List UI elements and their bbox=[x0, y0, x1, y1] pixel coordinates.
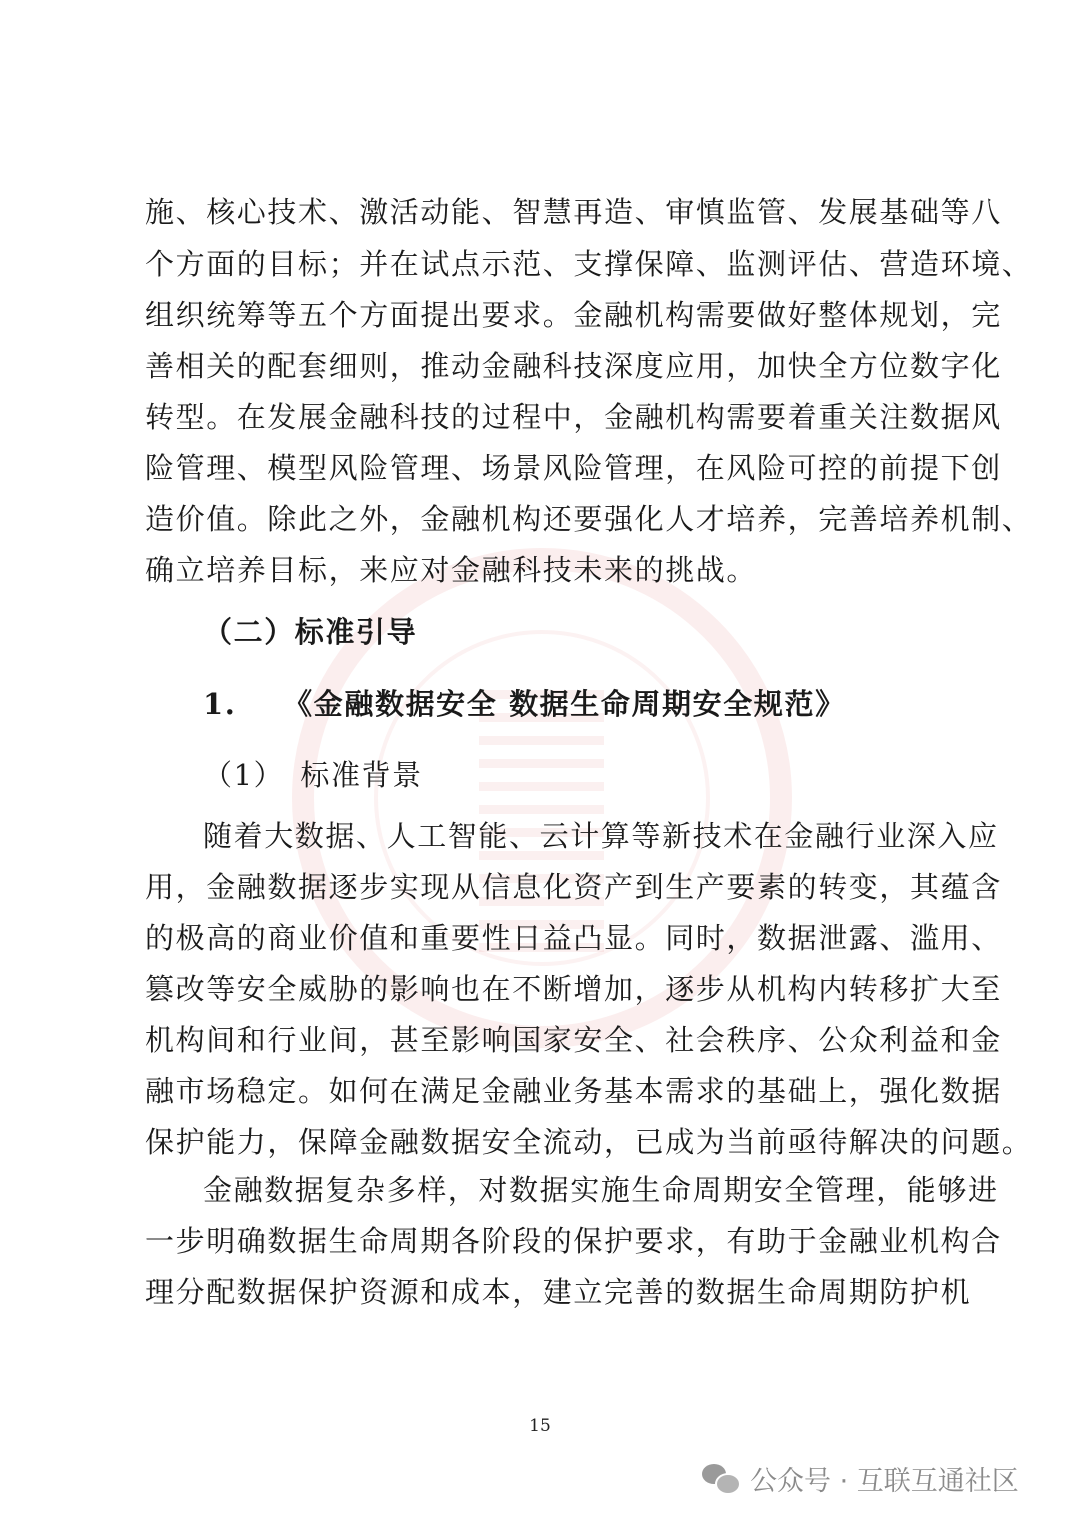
body-line: 造价值。除此之外，金融机构还要强化人才培养，完善培养机制、 bbox=[145, 502, 1033, 536]
page-number: 15 bbox=[529, 1416, 551, 1436]
footer-account-name: 公众号 · 互联互通社区 bbox=[750, 1465, 1019, 1497]
body-line: 组织统筹等五个方面提出要求。金融机构需要做好整体规划，完 bbox=[145, 298, 1002, 332]
body-line: 随着大数据、人工智能、云计算等新技术在金融行业深入应 bbox=[203, 819, 999, 853]
body-line: 险管理、模型风险管理、场景风险管理，在风险可控的前提下创 bbox=[145, 451, 1002, 485]
body-line: 篡改等安全威胁的影响也在不断增加，逐步从机构内转移扩大至 bbox=[145, 972, 1002, 1006]
body-line: 确立培养目标，来应对金融科技未来的挑战。 bbox=[145, 553, 758, 587]
body-line: 转型。在发展金融科技的过程中，金融机构需要着重关注数据风 bbox=[145, 400, 1002, 434]
body-line: 融市场稳定。如何在满足金融业务基本需求的基础上，强化数据 bbox=[145, 1074, 1002, 1108]
sub-heading: （1） 标准背景 bbox=[203, 758, 423, 792]
body-line: 保护能力，保障金融数据安全流动，已成为当前亟待解决的问题。 bbox=[145, 1125, 1033, 1159]
body-line: 用，金融数据逐步实现从信息化资产到生产要素的转变，其蕴含 bbox=[145, 870, 1002, 904]
body-line: 机构间和行业间，甚至影响国家安全、社会秩序、公众利益和金 bbox=[145, 1023, 1002, 1057]
body-line: 施、核心技术、激活动能、智慧再造、审慎监管、发展基础等八 bbox=[145, 195, 1002, 229]
body-line: 一步明确数据生命周期各阶段的保护要求，有助于金融业机构合 bbox=[145, 1224, 1002, 1258]
body-line: 的极高的商业价值和重要性日益凸显。同时，数据泄露、滥用、 bbox=[145, 921, 1002, 955]
section-heading: （二）标准引导 bbox=[203, 615, 418, 649]
body-line: 金融数据复杂多样，对数据实施生命周期安全管理，能够进 bbox=[203, 1173, 999, 1207]
body-line: 理分配数据保护资源和成本，建立完善的数据生命周期防护机 bbox=[145, 1275, 972, 1309]
body-line: 善相关的配套细则，推动金融科技深度应用，加快全方位数字化 bbox=[145, 349, 1002, 383]
wechat-icon bbox=[702, 1462, 740, 1494]
body-line: 个方面的目标；并在试点示范、支撑保障、监测评估、营造环境、 bbox=[145, 247, 1033, 281]
wechat-footer[interactable] bbox=[702, 1458, 1019, 1498]
item-heading: 1. 《金融数据安全 数据生命周期安全规范》 bbox=[203, 687, 846, 721]
